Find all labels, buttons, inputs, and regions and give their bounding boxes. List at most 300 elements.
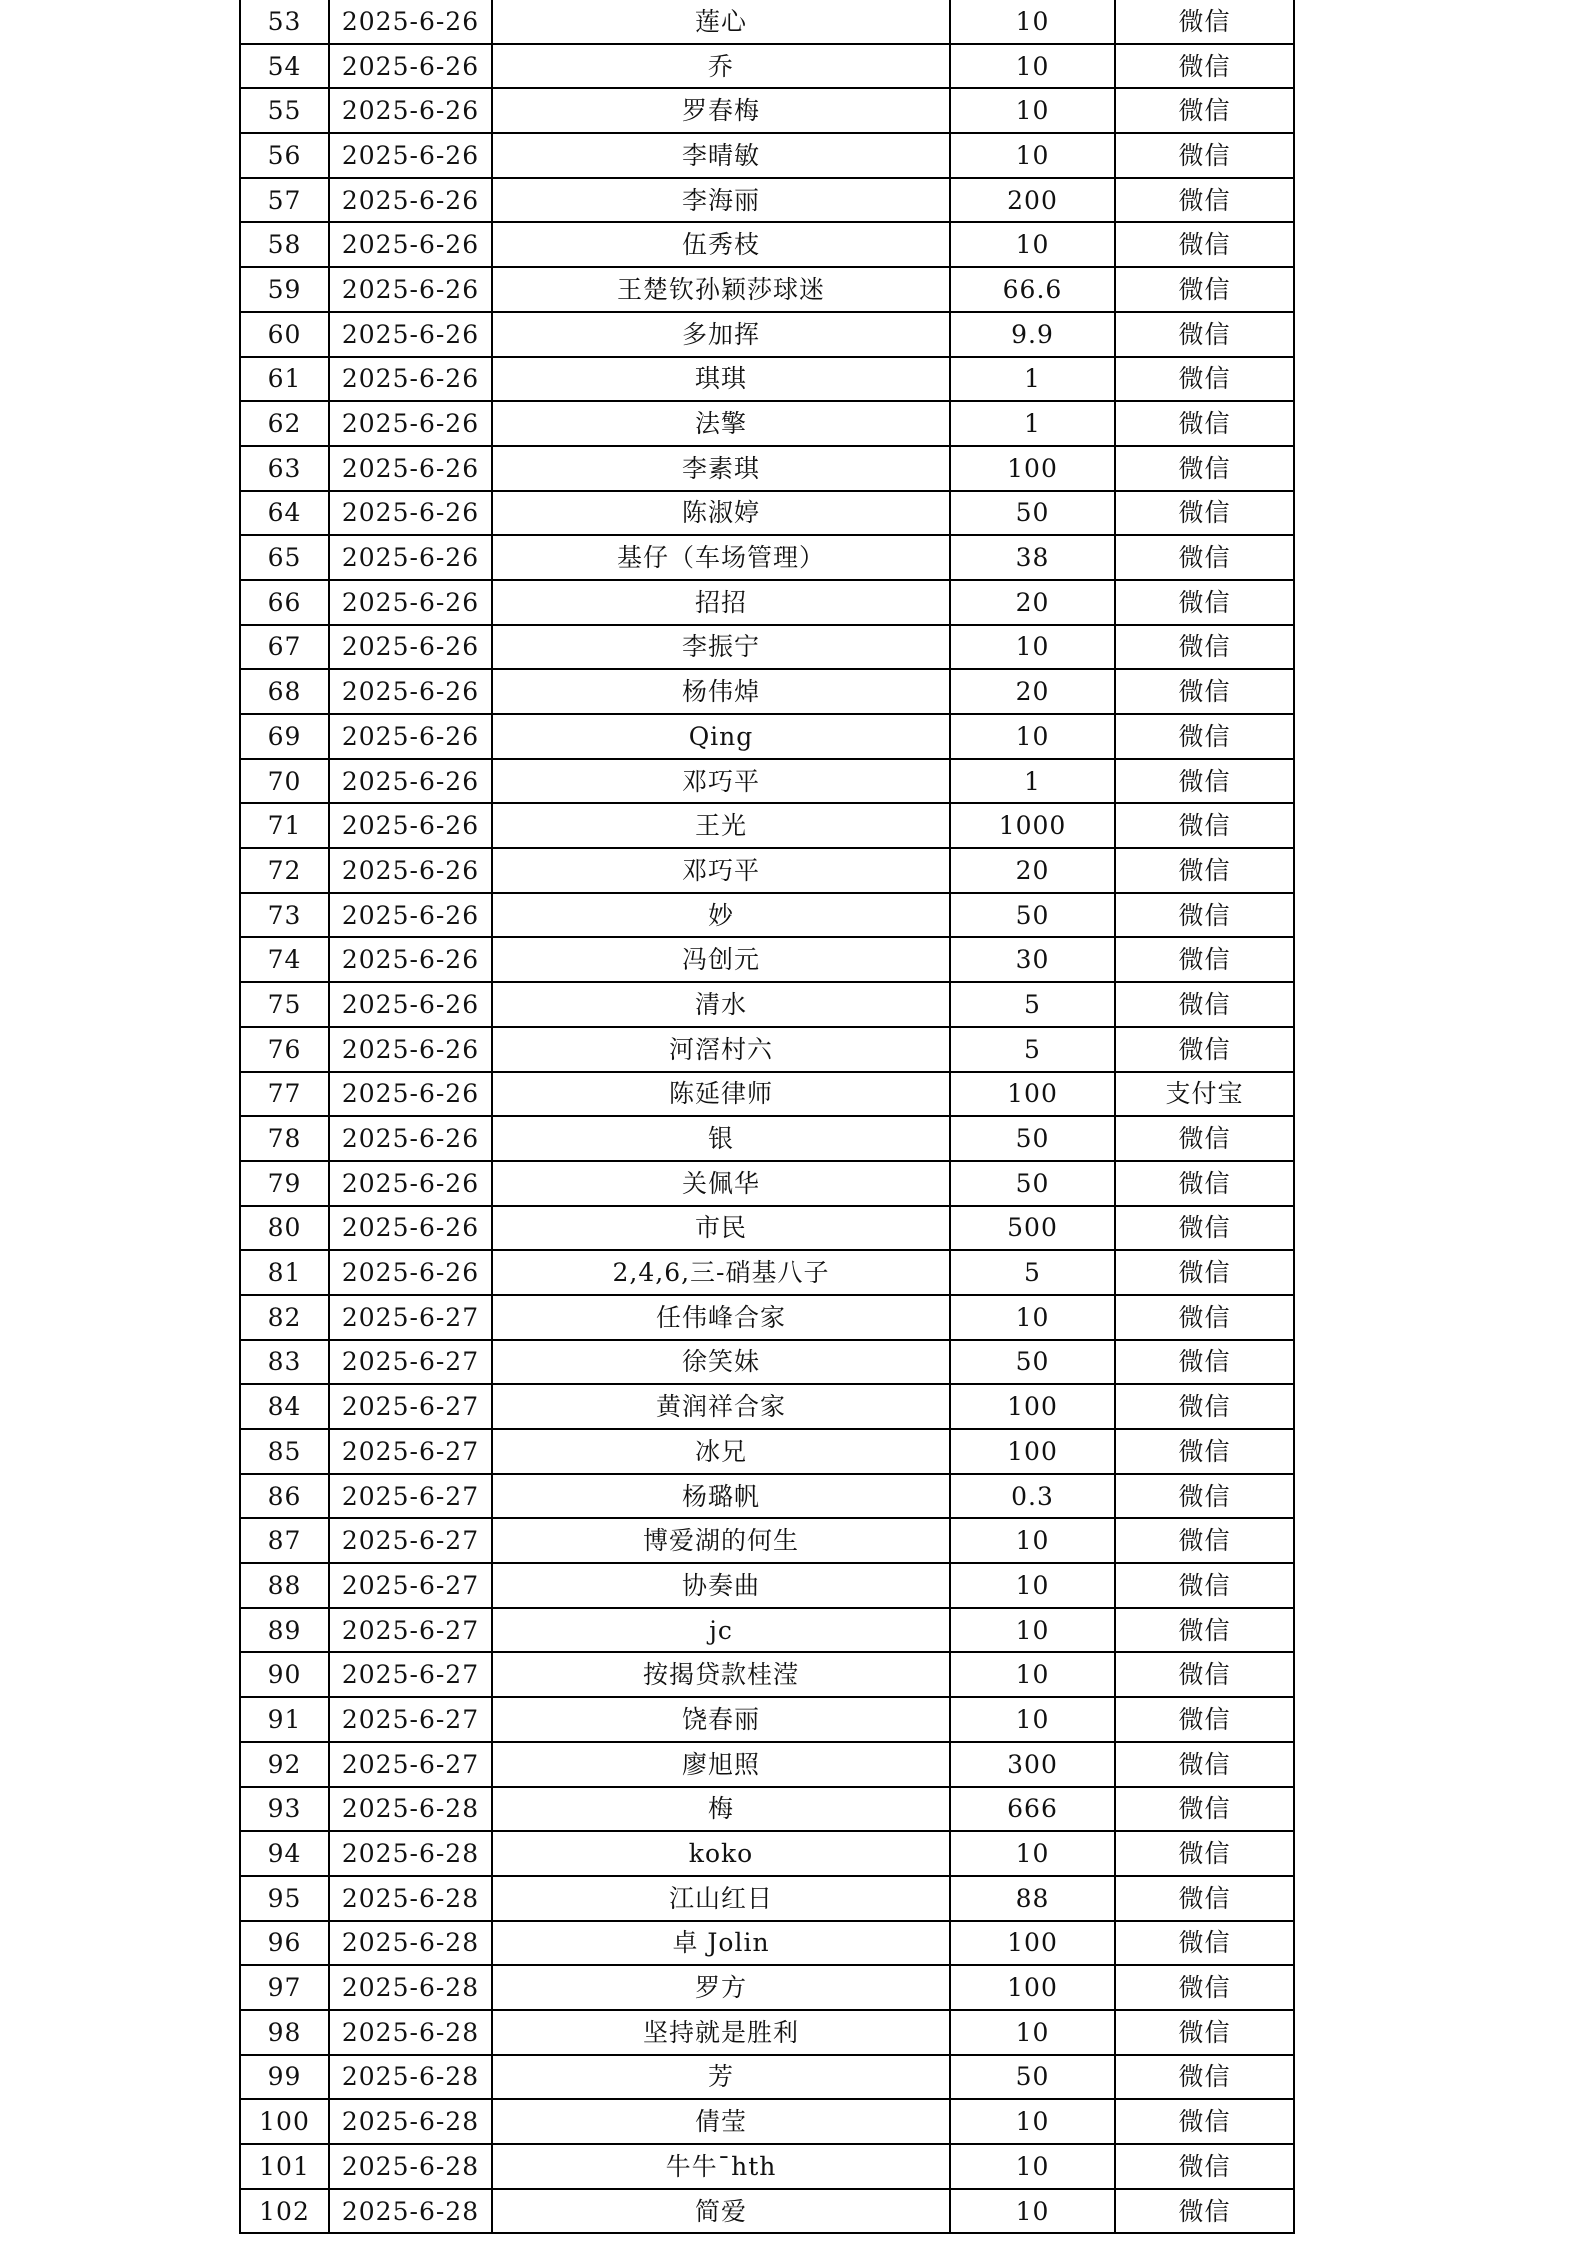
donor-name-cell: 倩莹 — [492, 2099, 950, 2144]
amount-cell: 10 — [950, 2010, 1115, 2055]
amount-cell: 10 — [950, 44, 1115, 89]
amount-cell: 10 — [950, 1652, 1115, 1697]
date-cell: 2025-6-26 — [329, 312, 492, 357]
row-number-cell: 95 — [240, 1876, 329, 1921]
amount-cell: 50 — [950, 893, 1115, 938]
date-cell: 2025-6-26 — [329, 1161, 492, 1206]
date-cell: 2025-6-26 — [329, 1116, 492, 1161]
amount-cell: 100 — [950, 1429, 1115, 1474]
row-number-cell: 70 — [240, 759, 329, 804]
payment-method-cell: 微信 — [1115, 312, 1294, 357]
row-number-cell: 94 — [240, 1831, 329, 1876]
amount-cell: 20 — [950, 848, 1115, 893]
payment-method-cell: 微信 — [1115, 491, 1294, 536]
amount-cell: 10 — [950, 1563, 1115, 1608]
table-row — [240, 222, 1294, 267]
donor-name-cell: 2,4,6,三-硝基八子 — [492, 1250, 950, 1295]
date-cell: 2025-6-26 — [329, 1027, 492, 1072]
date-cell: 2025-6-26 — [329, 88, 492, 133]
amount-cell: 100 — [950, 1384, 1115, 1429]
date-cell: 2025-6-26 — [329, 848, 492, 893]
row-number-cell: 72 — [240, 848, 329, 893]
payment-method-cell: 微信 — [1115, 1652, 1294, 1697]
amount-cell: 50 — [950, 491, 1115, 536]
amount-cell: 38 — [950, 535, 1115, 580]
table-row — [240, 357, 1294, 402]
row-number-cell: 64 — [240, 491, 329, 536]
row-number-cell: 61 — [240, 357, 329, 402]
amount-cell: 50 — [950, 1161, 1115, 1206]
payment-method-cell: 微信 — [1115, 2189, 1294, 2234]
donor-name-cell: 杨伟焯 — [492, 669, 950, 714]
donor-name-cell: 清水 — [492, 982, 950, 1027]
amount-cell: 10 — [950, 1295, 1115, 1340]
row-number-cell: 75 — [240, 982, 329, 1027]
payment-method-cell: 微信 — [1115, 625, 1294, 670]
donor-name-cell: 李素琪 — [492, 446, 950, 491]
row-number-cell: 58 — [240, 222, 329, 267]
amount-cell: 5 — [950, 1027, 1115, 1072]
payment-method-cell: 微信 — [1115, 1250, 1294, 1295]
row-number-cell: 84 — [240, 1384, 329, 1429]
donor-name-cell: 基仔（车场管理） — [492, 535, 950, 580]
row-number-cell: 102 — [240, 2189, 329, 2234]
amount-cell: 1 — [950, 401, 1115, 446]
donor-name-cell: 邓巧平 — [492, 759, 950, 804]
payment-method-cell: 微信 — [1115, 1027, 1294, 1072]
donor-name-cell: 妙 — [492, 893, 950, 938]
payment-method-cell: 微信 — [1115, 2055, 1294, 2100]
date-cell: 2025-6-28 — [329, 1831, 492, 1876]
payment-method-cell: 微信 — [1115, 1474, 1294, 1519]
date-cell: 2025-6-26 — [329, 401, 492, 446]
donor-name-cell: 乔 — [492, 44, 950, 89]
row-number-cell: 98 — [240, 2010, 329, 2055]
row-number-cell: 88 — [240, 1563, 329, 1608]
amount-cell: 10 — [950, 1518, 1115, 1563]
date-cell: 2025-6-26 — [329, 625, 492, 670]
table-row — [240, 1295, 1294, 1340]
donor-name-cell: 关佩华 — [492, 1161, 950, 1206]
table-row — [240, 1921, 1294, 1966]
donor-name-cell: 博爱湖的何生 — [492, 1518, 950, 1563]
amount-cell: 20 — [950, 669, 1115, 714]
amount-cell: 50 — [950, 1116, 1115, 1161]
donor-name-cell: 邓巧平 — [492, 848, 950, 893]
amount-cell: 5 — [950, 982, 1115, 1027]
table-row — [240, 133, 1294, 178]
date-cell: 2025-6-26 — [329, 133, 492, 178]
donor-name-cell: 黄润祥合家 — [492, 1384, 950, 1429]
amount-cell: 10 — [950, 2189, 1115, 2234]
payment-method-cell: 微信 — [1115, 848, 1294, 893]
donor-name-cell: 市民 — [492, 1206, 950, 1251]
date-cell: 2025-6-26 — [329, 1072, 492, 1117]
payment-method-cell: 微信 — [1115, 893, 1294, 938]
payment-method-cell: 微信 — [1115, 0, 1294, 44]
date-cell: 2025-6-27 — [329, 1295, 492, 1340]
table-row — [240, 2099, 1294, 2144]
payment-method-cell: 微信 — [1115, 1876, 1294, 1921]
table-row — [240, 1429, 1294, 1474]
amount-cell: 10 — [950, 0, 1115, 44]
row-number-cell: 63 — [240, 446, 329, 491]
date-cell: 2025-6-26 — [329, 893, 492, 938]
donor-name-cell: 梅 — [492, 1787, 950, 1832]
amount-cell: 10 — [950, 2144, 1115, 2189]
date-cell: 2025-6-26 — [329, 357, 492, 402]
date-cell: 2025-6-26 — [329, 759, 492, 804]
donor-name-cell: 饶春丽 — [492, 1697, 950, 1742]
table-row — [240, 580, 1294, 625]
donor-name-cell: 陈淑婷 — [492, 491, 950, 536]
donor-name-cell: 罗方 — [492, 1965, 950, 2010]
date-cell: 2025-6-27 — [329, 1608, 492, 1653]
payment-method-cell: 微信 — [1115, 1429, 1294, 1474]
payment-method-cell: 微信 — [1115, 267, 1294, 312]
amount-cell: 1000 — [950, 803, 1115, 848]
amount-cell: 30 — [950, 937, 1115, 982]
payment-method-cell: 微信 — [1115, 446, 1294, 491]
row-number-cell: 92 — [240, 1742, 329, 1787]
table-row — [240, 491, 1294, 536]
table-row — [240, 2010, 1294, 2055]
amount-cell: 10 — [950, 714, 1115, 759]
row-number-cell: 66 — [240, 580, 329, 625]
payment-method-cell: 微信 — [1115, 178, 1294, 223]
donor-name-cell: 多加挥 — [492, 312, 950, 357]
payment-method-cell: 微信 — [1115, 535, 1294, 580]
date-cell: 2025-6-26 — [329, 982, 492, 1027]
date-cell: 2025-6-26 — [329, 803, 492, 848]
row-number-cell: 53 — [240, 0, 329, 44]
payment-method-cell: 微信 — [1115, 937, 1294, 982]
payment-method-cell: 微信 — [1115, 669, 1294, 714]
row-number-cell: 81 — [240, 1250, 329, 1295]
payment-method-cell: 微信 — [1115, 1340, 1294, 1385]
date-cell: 2025-6-26 — [329, 222, 492, 267]
date-cell: 2025-6-27 — [329, 1384, 492, 1429]
table-row — [240, 1965, 1294, 2010]
amount-cell: 300 — [950, 1742, 1115, 1787]
donor-name-cell: Qing — [492, 714, 950, 759]
amount-cell: 10 — [950, 1608, 1115, 1653]
date-cell: 2025-6-27 — [329, 1429, 492, 1474]
date-cell: 2025-6-26 — [329, 1206, 492, 1251]
amount-cell: 1 — [950, 357, 1115, 402]
amount-cell: 10 — [950, 88, 1115, 133]
amount-cell: 50 — [950, 2055, 1115, 2100]
date-cell: 2025-6-28 — [329, 2010, 492, 2055]
row-number-cell: 55 — [240, 88, 329, 133]
donor-name-cell: 银 — [492, 1116, 950, 1161]
donor-name-cell: 伍秀枝 — [492, 222, 950, 267]
payment-method-cell: 微信 — [1115, 1742, 1294, 1787]
row-number-cell: 86 — [240, 1474, 329, 1519]
donor-name-cell: 李振宁 — [492, 625, 950, 670]
date-cell: 2025-6-27 — [329, 1474, 492, 1519]
date-cell: 2025-6-28 — [329, 2055, 492, 2100]
row-number-cell: 78 — [240, 1116, 329, 1161]
donor-name-cell: 琪琪 — [492, 357, 950, 402]
table-row — [240, 759, 1294, 804]
payment-method-cell: 微信 — [1115, 2010, 1294, 2055]
payment-method-cell: 微信 — [1115, 1831, 1294, 1876]
donor-name-cell: koko — [492, 1831, 950, 1876]
amount-cell: 50 — [950, 1340, 1115, 1385]
table-row — [240, 1206, 1294, 1251]
amount-cell: 1 — [950, 759, 1115, 804]
date-cell: 2025-6-26 — [329, 535, 492, 580]
amount-cell: 0.3 — [950, 1474, 1115, 1519]
amount-cell: 666 — [950, 1787, 1115, 1832]
row-number-cell: 89 — [240, 1608, 329, 1653]
row-number-cell: 83 — [240, 1340, 329, 1385]
payment-method-cell: 微信 — [1115, 2099, 1294, 2144]
payment-method-cell: 微信 — [1115, 1116, 1294, 1161]
row-number-cell: 60 — [240, 312, 329, 357]
row-number-cell: 54 — [240, 44, 329, 89]
amount-cell: 66.6 — [950, 267, 1115, 312]
payment-method-cell: 微信 — [1115, 1384, 1294, 1429]
table-row — [240, 848, 1294, 893]
table-row — [240, 1250, 1294, 1295]
table-row — [240, 312, 1294, 357]
payment-method-cell: 微信 — [1115, 1697, 1294, 1742]
date-cell: 2025-6-28 — [329, 2099, 492, 2144]
payment-method-cell: 微信 — [1115, 1921, 1294, 1966]
donor-name-cell: 坚持就是胜利 — [492, 2010, 950, 2055]
table-row — [240, 401, 1294, 446]
table-row — [240, 1608, 1294, 1653]
donation-table — [239, 0, 1295, 2234]
date-cell: 2025-6-26 — [329, 0, 492, 44]
donor-name-cell: 牛牛¯hth — [492, 2144, 950, 2189]
table-row — [240, 2144, 1294, 2189]
table-row — [240, 267, 1294, 312]
date-cell: 2025-6-26 — [329, 44, 492, 89]
table-row — [240, 893, 1294, 938]
payment-method-cell: 微信 — [1115, 2144, 1294, 2189]
donor-name-cell: 冯创元 — [492, 937, 950, 982]
row-number-cell: 82 — [240, 1295, 329, 1340]
table-row — [240, 1876, 1294, 1921]
row-number-cell: 90 — [240, 1652, 329, 1697]
table-row — [240, 44, 1294, 89]
date-cell: 2025-6-26 — [329, 669, 492, 714]
date-cell: 2025-6-27 — [329, 1340, 492, 1385]
date-cell: 2025-6-26 — [329, 937, 492, 982]
table-row — [240, 446, 1294, 491]
table-row — [240, 937, 1294, 982]
table-row — [240, 669, 1294, 714]
donor-name-cell: 罗春梅 — [492, 88, 950, 133]
payment-method-cell: 微信 — [1115, 714, 1294, 759]
amount-cell: 88 — [950, 1876, 1115, 1921]
donor-name-cell: 王光 — [492, 803, 950, 848]
date-cell: 2025-6-26 — [329, 178, 492, 223]
row-number-cell: 96 — [240, 1921, 329, 1966]
amount-cell: 10 — [950, 1697, 1115, 1742]
donor-name-cell: 廖旭照 — [492, 1742, 950, 1787]
amount-cell: 20 — [950, 580, 1115, 625]
payment-method-cell: 微信 — [1115, 1608, 1294, 1653]
row-number-cell: 80 — [240, 1206, 329, 1251]
donor-name-cell: 杨璐帆 — [492, 1474, 950, 1519]
table-row — [240, 2055, 1294, 2100]
donor-name-cell: 任伟峰合家 — [492, 1295, 950, 1340]
donor-name-cell: 徐笑妹 — [492, 1340, 950, 1385]
row-number-cell: 85 — [240, 1429, 329, 1474]
row-number-cell: 76 — [240, 1027, 329, 1072]
payment-method-cell: 微信 — [1115, 580, 1294, 625]
table-row — [240, 714, 1294, 759]
payment-method-cell: 微信 — [1115, 357, 1294, 402]
date-cell: 2025-6-27 — [329, 1563, 492, 1608]
amount-cell: 500 — [950, 1206, 1115, 1251]
date-cell: 2025-6-26 — [329, 1250, 492, 1295]
amount-cell: 100 — [950, 446, 1115, 491]
date-cell: 2025-6-28 — [329, 1921, 492, 1966]
row-number-cell: 93 — [240, 1787, 329, 1832]
donor-name-cell: 冰兄 — [492, 1429, 950, 1474]
table-row — [240, 1384, 1294, 1429]
donor-name-cell: 简爱 — [492, 2189, 950, 2234]
table-row — [240, 1742, 1294, 1787]
payment-method-cell: 微信 — [1115, 1787, 1294, 1832]
amount-cell: 100 — [950, 1072, 1115, 1117]
donation-list-page — [239, 0, 1293, 2234]
row-number-cell: 74 — [240, 937, 329, 982]
amount-cell: 200 — [950, 178, 1115, 223]
donor-name-cell: 李海丽 — [492, 178, 950, 223]
donation-table-body — [240, 0, 1294, 2233]
payment-method-cell: 微信 — [1115, 133, 1294, 178]
amount-cell: 100 — [950, 1965, 1115, 2010]
date-cell: 2025-6-27 — [329, 1697, 492, 1742]
donor-name-cell: 法擎 — [492, 401, 950, 446]
table-row — [240, 803, 1294, 848]
row-number-cell: 57 — [240, 178, 329, 223]
date-cell: 2025-6-26 — [329, 714, 492, 759]
table-row — [240, 1072, 1294, 1117]
amount-cell: 10 — [950, 2099, 1115, 2144]
row-number-cell: 68 — [240, 669, 329, 714]
row-number-cell: 73 — [240, 893, 329, 938]
table-row — [240, 535, 1294, 580]
date-cell: 2025-6-26 — [329, 267, 492, 312]
date-cell: 2025-6-28 — [329, 1965, 492, 2010]
amount-cell: 10 — [950, 625, 1115, 670]
row-number-cell: 65 — [240, 535, 329, 580]
table-row — [240, 1027, 1294, 1072]
donor-name-cell: 河滘村六 — [492, 1027, 950, 1072]
table-row — [240, 1474, 1294, 1519]
date-cell: 2025-6-28 — [329, 2189, 492, 2234]
table-row — [240, 625, 1294, 670]
row-number-cell: 67 — [240, 625, 329, 670]
date-cell: 2025-6-27 — [329, 1652, 492, 1697]
row-number-cell: 100 — [240, 2099, 329, 2144]
date-cell: 2025-6-26 — [329, 491, 492, 536]
payment-method-cell: 微信 — [1115, 1161, 1294, 1206]
payment-method-cell: 微信 — [1115, 982, 1294, 1027]
payment-method-cell: 微信 — [1115, 1518, 1294, 1563]
date-cell: 2025-6-26 — [329, 446, 492, 491]
payment-method-cell: 微信 — [1115, 1206, 1294, 1251]
date-cell: 2025-6-28 — [329, 1876, 492, 1921]
row-number-cell: 91 — [240, 1697, 329, 1742]
donor-name-cell: 李晴敏 — [492, 133, 950, 178]
amount-cell: 10 — [950, 222, 1115, 267]
payment-method-cell: 微信 — [1115, 1563, 1294, 1608]
row-number-cell: 97 — [240, 1965, 329, 2010]
amount-cell: 10 — [950, 133, 1115, 178]
donor-name-cell: 协奏曲 — [492, 1563, 950, 1608]
table-row — [240, 1563, 1294, 1608]
donor-name-cell: 招招 — [492, 580, 950, 625]
table-row — [240, 1831, 1294, 1876]
row-number-cell: 59 — [240, 267, 329, 312]
row-number-cell: 79 — [240, 1161, 329, 1206]
row-number-cell: 87 — [240, 1518, 329, 1563]
amount-cell: 100 — [950, 1921, 1115, 1966]
table-row — [240, 2189, 1294, 2234]
amount-cell: 10 — [950, 1831, 1115, 1876]
table-row — [240, 1518, 1294, 1563]
row-number-cell: 99 — [240, 2055, 329, 2100]
date-cell: 2025-6-26 — [329, 580, 492, 625]
payment-method-cell: 微信 — [1115, 803, 1294, 848]
donor-name-cell: 王楚钦孙颖莎球迷 — [492, 267, 950, 312]
payment-method-cell: 微信 — [1115, 88, 1294, 133]
payment-method-cell: 微信 — [1115, 759, 1294, 804]
table-row — [240, 1697, 1294, 1742]
date-cell: 2025-6-27 — [329, 1742, 492, 1787]
donor-name-cell: 芳 — [492, 2055, 950, 2100]
donor-name-cell: 江山红日 — [492, 1876, 950, 1921]
payment-method-cell: 微信 — [1115, 401, 1294, 446]
row-number-cell: 56 — [240, 133, 329, 178]
donor-name-cell: 莲心 — [492, 0, 950, 44]
donor-name-cell: 卓 Jolin — [492, 1921, 950, 1966]
payment-method-cell: 微信 — [1115, 1965, 1294, 2010]
payment-method-cell: 微信 — [1115, 44, 1294, 89]
payment-method-cell: 支付宝 — [1115, 1072, 1294, 1117]
table-row — [240, 0, 1294, 44]
table-row — [240, 982, 1294, 1027]
row-number-cell: 69 — [240, 714, 329, 759]
table-row — [240, 1340, 1294, 1385]
row-number-cell: 77 — [240, 1072, 329, 1117]
table-row — [240, 178, 1294, 223]
row-number-cell: 71 — [240, 803, 329, 848]
donor-name-cell: 按揭贷款桂滢 — [492, 1652, 950, 1697]
row-number-cell: 101 — [240, 2144, 329, 2189]
table-row — [240, 1116, 1294, 1161]
table-row — [240, 1161, 1294, 1206]
date-cell: 2025-6-28 — [329, 1787, 492, 1832]
row-number-cell: 62 — [240, 401, 329, 446]
date-cell: 2025-6-28 — [329, 2144, 492, 2189]
donor-name-cell: 陈延律师 — [492, 1072, 950, 1117]
payment-method-cell: 微信 — [1115, 222, 1294, 267]
table-row — [240, 88, 1294, 133]
date-cell: 2025-6-27 — [329, 1518, 492, 1563]
payment-method-cell: 微信 — [1115, 1295, 1294, 1340]
table-row — [240, 1652, 1294, 1697]
table-row — [240, 1787, 1294, 1832]
